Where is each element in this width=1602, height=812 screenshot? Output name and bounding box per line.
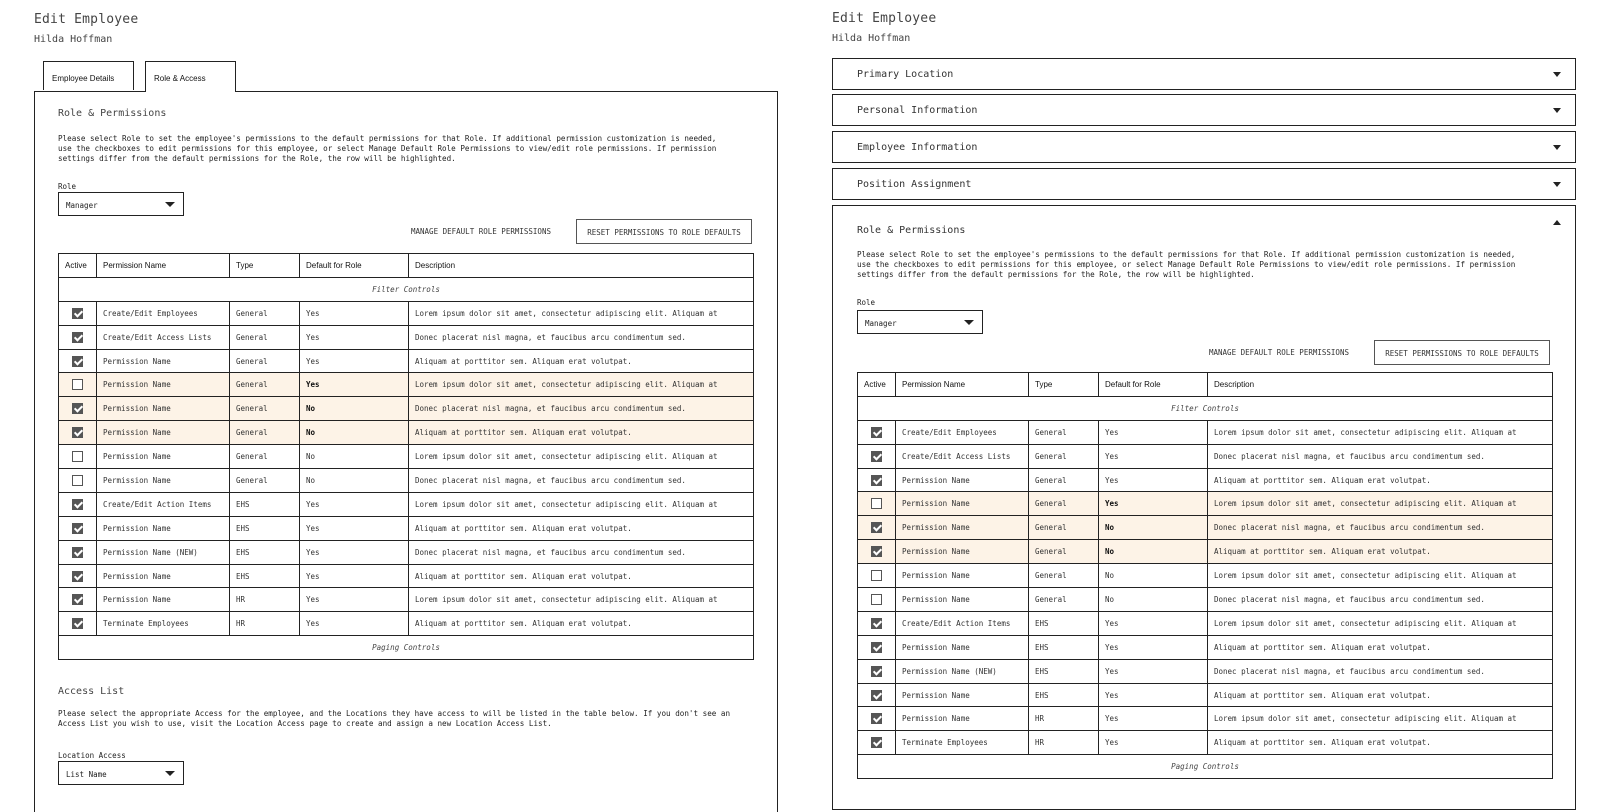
chevron-down-icon: [165, 771, 175, 776]
filter-controls[interactable]: Filter Controls: [59, 277, 754, 301]
table-row: [59, 301, 754, 325]
permission-name-cell: Permission Name (NEW): [896, 659, 1029, 683]
default-for-role-cell: No: [300, 445, 409, 469]
type-cell: General: [1029, 588, 1099, 612]
type-cell: General: [230, 325, 300, 349]
table-row: [858, 444, 1553, 468]
employee-name: Hilda Hoffman: [34, 34, 113, 45]
role-permissions-description: Please select Role to set the employee's permissions to the default permissions for that Role. If additional permission customization is needed, use the checkboxes to edit permissions for this employee, or select Manage Default Role Permissions to view/edit role permissions. If permission settings differ from the default permissions for the Role, the row will be highlighted.: [58, 134, 717, 164]
type-cell: General: [1029, 420, 1099, 444]
active-cell: [858, 492, 896, 516]
checkbox-checked-icon[interactable]: [72, 618, 83, 629]
permission-name-cell: Permission Name: [97, 516, 230, 540]
default-for-role-cell: Yes: [300, 373, 409, 397]
table-row: [858, 468, 1553, 492]
role-select-value: Manager: [66, 201, 98, 210]
permissions-table: [58, 253, 754, 660]
description-cell: Aliquam at porttitor sem. Aliquam erat volutpat.: [1208, 540, 1553, 564]
description-cell: Donec placerat nisl magna, et faucibus arcu condimentum sed.: [409, 397, 754, 421]
active-cell: [59, 349, 97, 373]
description-cell: Donec placerat nisl magna, et faucibus arcu condimentum sed.: [409, 540, 754, 564]
default-for-role-cell: Yes: [1099, 492, 1208, 516]
description-cell: Lorem ipsum dolor sit amet, consectetur adipiscing elit. Aliquam at: [409, 301, 754, 325]
type-cell: EHS: [1029, 635, 1099, 659]
default-for-role-cell: Yes: [300, 540, 409, 564]
role-select-value: Manager: [865, 319, 897, 328]
paging-row: [858, 755, 1553, 779]
checkbox-unchecked-icon[interactable]: [871, 570, 882, 581]
type-cell: HR: [230, 588, 300, 612]
manage-default-role-permissions-link[interactable]: MANAGE DEFAULT ROLE PERMISSIONS: [1209, 348, 1349, 357]
column-header-default-for-role[interactable]: Default for Role: [300, 254, 409, 278]
access-list-description: Please select the appropriate Access for the employee, and the Locations they have access to will be listed in the table below. If you don't see an Access List you wish to use, visit the Location Access page to create and assign a new Location Access List.: [58, 709, 731, 729]
table-row: [59, 445, 754, 469]
filter-controls[interactable]: Filter Controls: [858, 396, 1553, 420]
type-cell: EHS: [1029, 611, 1099, 635]
table-row: [59, 540, 754, 564]
type-cell: General: [230, 421, 300, 445]
active-cell: [59, 373, 97, 397]
checkbox-checked-icon[interactable]: [72, 523, 83, 534]
default-for-role-cell: Yes: [300, 349, 409, 373]
checkbox-checked-icon[interactable]: [72, 594, 83, 605]
checkbox-checked-icon[interactable]: [72, 403, 83, 414]
type-cell: General: [230, 373, 300, 397]
permission-name-cell: Permission Name (NEW): [97, 540, 230, 564]
accordion-title: Personal Information: [857, 105, 978, 116]
default-for-role-cell: Yes: [1099, 420, 1208, 444]
description-cell: Aliquam at porttitor sem. Aliquam erat volutpat.: [409, 349, 754, 373]
checkbox-checked-icon[interactable]: [871, 690, 882, 701]
role-select[interactable]: [58, 192, 184, 216]
description-cell: Aliquam at porttitor sem. Aliquam erat volutpat.: [1208, 731, 1553, 755]
accordion-title: Position Assignment: [857, 179, 972, 190]
chevron-down-icon: [165, 202, 175, 207]
active-cell: [858, 659, 896, 683]
default-for-role-cell: Yes: [300, 588, 409, 612]
paging-controls[interactable]: Paging Controls: [858, 755, 1553, 779]
table-row: [858, 492, 1553, 516]
table-row: [858, 659, 1553, 683]
table-row: [59, 349, 754, 373]
active-cell: [59, 325, 97, 349]
description-cell: Lorem ipsum dolor sit amet, consectetur adipiscing elit. Aliquam at: [1208, 707, 1553, 731]
default-for-role-cell: No: [1099, 540, 1208, 564]
permission-name-cell: Create/Edit Action Items: [896, 611, 1029, 635]
table-row: [858, 611, 1553, 635]
column-header-permission-name[interactable]: Permission Name: [896, 373, 1029, 397]
checkbox-checked-icon[interactable]: [871, 618, 882, 629]
table-row: [858, 588, 1553, 612]
active-cell: [59, 445, 97, 469]
accordion-position-assignment[interactable]: [832, 168, 1576, 200]
accordion-title: Primary Location: [857, 69, 954, 80]
table-row: [858, 683, 1553, 707]
default-for-role-cell: Yes: [300, 325, 409, 349]
checkbox-checked-icon[interactable]: [72, 332, 83, 343]
table-row: [858, 540, 1553, 564]
active-cell: [858, 564, 896, 588]
column-header-permission-name[interactable]: Permission Name: [97, 254, 230, 278]
permission-name-cell: Permission Name: [896, 492, 1029, 516]
permission-name-cell: Permission Name: [97, 445, 230, 469]
type-cell: General: [230, 469, 300, 493]
active-cell: [858, 731, 896, 755]
description-cell: Lorem ipsum dolor sit amet, consectetur adipiscing elit. Aliquam at: [1208, 492, 1553, 516]
checkbox-checked-icon[interactable]: [72, 499, 83, 510]
checkbox-unchecked-icon[interactable]: [871, 498, 882, 509]
table-row: [858, 635, 1553, 659]
default-for-role-cell: Yes: [1099, 444, 1208, 468]
active-cell: [858, 588, 896, 612]
chevron-down-icon: [964, 320, 974, 325]
permission-name-cell: Permission Name: [896, 683, 1029, 707]
active-cell: [858, 707, 896, 731]
active-cell: [858, 540, 896, 564]
description-cell: Aliquam at porttitor sem. Aliquam erat volutpat.: [1208, 468, 1553, 492]
default-for-role-cell: Yes: [1099, 468, 1208, 492]
table-row: [59, 516, 754, 540]
active-cell: [59, 612, 97, 636]
permissions-table: [857, 372, 1553, 779]
type-cell: General: [230, 445, 300, 469]
type-cell: EHS: [230, 540, 300, 564]
type-cell: EHS: [1029, 683, 1099, 707]
default-for-role-cell: Yes: [1099, 635, 1208, 659]
active-cell: [59, 421, 97, 445]
active-cell: [858, 516, 896, 540]
checkbox-checked-icon[interactable]: [871, 737, 882, 748]
checkbox-checked-icon[interactable]: [72, 427, 83, 438]
role-label: Role: [857, 298, 876, 307]
type-cell: EHS: [230, 492, 300, 516]
default-for-role-cell: Yes: [300, 492, 409, 516]
active-cell: [59, 397, 97, 421]
checkbox-checked-icon[interactable]: [871, 546, 882, 557]
checkbox-unchecked-icon[interactable]: [871, 594, 882, 605]
permission-name-cell: Permission Name: [896, 707, 1029, 731]
description-cell: Donec placerat nisl magna, et faucibus arcu condimentum sed.: [409, 469, 754, 493]
checkbox-checked-icon[interactable]: [72, 356, 83, 367]
permission-name-cell: Create/Edit Employees: [97, 301, 230, 325]
permission-name-cell: Terminate Employees: [97, 612, 230, 636]
accordion-primary-location[interactable]: [832, 58, 1576, 90]
default-for-role-cell: No: [300, 469, 409, 493]
active-cell: [59, 492, 97, 516]
tab-label: Role & Access: [154, 74, 206, 83]
permission-name-cell: Permission Name: [97, 588, 230, 612]
type-cell: General: [1029, 564, 1099, 588]
employee-name: Hilda Hoffman: [832, 33, 911, 44]
table-row: [858, 516, 1553, 540]
chevron-down-icon: [1553, 108, 1561, 113]
checkbox-checked-icon[interactable]: [871, 713, 882, 724]
type-cell: General: [1029, 444, 1099, 468]
table-row: [858, 731, 1553, 755]
default-for-role-cell: No: [300, 421, 409, 445]
table-row: [858, 420, 1553, 444]
table-row: [59, 421, 754, 445]
permission-name-cell: Create/Edit Employees: [896, 420, 1029, 444]
tab-employee-details[interactable]: [43, 61, 134, 90]
permission-name-cell: Permission Name: [896, 516, 1029, 540]
column-header-type[interactable]: Type: [230, 254, 300, 278]
default-for-role-cell: No: [300, 397, 409, 421]
description-cell: Donec placerat nisl magna, et faucibus arcu condimentum sed.: [1208, 588, 1553, 612]
type-cell: HR: [230, 612, 300, 636]
chevron-down-icon: [1553, 145, 1561, 150]
chevron-up-icon[interactable]: [1553, 220, 1561, 225]
active-cell: [59, 301, 97, 325]
page-title: Edit Employee: [832, 11, 937, 26]
reset-permissions-button[interactable]: RESET PERMISSIONS TO ROLE DEFAULTS: [1374, 340, 1550, 365]
type-cell: General: [230, 349, 300, 373]
permission-name-cell: Create/Edit Access Lists: [896, 444, 1029, 468]
description-cell: Aliquam at porttitor sem. Aliquam erat volutpat.: [409, 421, 754, 445]
location-access-select[interactable]: [58, 761, 184, 785]
reset-permissions-button[interactable]: RESET PERMISSIONS TO ROLE DEFAULTS: [576, 219, 752, 244]
column-header-description[interactable]: Description: [1208, 373, 1553, 397]
description-cell: Aliquam at porttitor sem. Aliquam erat volutpat.: [1208, 635, 1553, 659]
table-row: [59, 397, 754, 421]
active-cell: [858, 611, 896, 635]
accordion-title: Employee Information: [857, 142, 978, 153]
description-cell: Lorem ipsum dolor sit amet, consectetur adipiscing elit. Aliquam at: [409, 492, 754, 516]
permission-name-cell: Permission Name: [896, 540, 1029, 564]
description-cell: Aliquam at porttitor sem. Aliquam erat volutpat.: [409, 564, 754, 588]
type-cell: HR: [1029, 731, 1099, 755]
default-for-role-cell: Yes: [300, 301, 409, 325]
default-for-role-cell: Yes: [1099, 659, 1208, 683]
description-cell: Lorem ipsum dolor sit amet, consectetur adipiscing elit. Aliquam at: [1208, 611, 1553, 635]
table-row: [59, 588, 754, 612]
tab-role-access[interactable]: [145, 61, 236, 92]
column-header-default-for-role[interactable]: Default for Role: [1099, 373, 1208, 397]
checkbox-unchecked-icon[interactable]: [72, 475, 83, 486]
description-cell: Donec placerat nisl magna, et faucibus arcu condimentum sed.: [1208, 444, 1553, 468]
filter-row: [858, 396, 1553, 420]
active-cell: [59, 540, 97, 564]
column-header-type[interactable]: Type: [1029, 373, 1099, 397]
checkbox-checked-icon[interactable]: [871, 475, 882, 486]
chevron-down-icon: [1553, 182, 1561, 187]
table-row: [858, 707, 1553, 731]
role-access-panel: [34, 91, 778, 812]
table-row: [59, 325, 754, 349]
column-header-active[interactable]: Active: [858, 373, 896, 397]
type-cell: General: [1029, 468, 1099, 492]
accordion-employee-information[interactable]: [832, 131, 1576, 163]
active-cell: [858, 444, 896, 468]
paging-controls[interactable]: Paging Controls: [59, 636, 754, 660]
type-cell: General: [230, 301, 300, 325]
description-cell: Donec placerat nisl magna, et faucibus arcu condimentum sed.: [1208, 659, 1553, 683]
checkbox-checked-icon[interactable]: [871, 427, 882, 438]
checkbox-unchecked-icon[interactable]: [72, 451, 83, 462]
default-for-role-cell: Yes: [1099, 731, 1208, 755]
type-cell: General: [1029, 540, 1099, 564]
permission-name-cell: Create/Edit Access Lists: [97, 325, 230, 349]
default-for-role-cell: Yes: [1099, 707, 1208, 731]
default-for-role-cell: Yes: [300, 564, 409, 588]
role-label: Role: [58, 182, 77, 191]
checkbox-checked-icon[interactable]: [871, 522, 882, 533]
default-for-role-cell: No: [1099, 516, 1208, 540]
location-access-select-value: List Name: [66, 770, 107, 779]
table-row: [858, 564, 1553, 588]
permission-name-cell: Create/Edit Action Items: [97, 492, 230, 516]
description-cell: Lorem ipsum dolor sit amet, consectetur adipiscing elit. Aliquam at: [409, 373, 754, 397]
active-cell: [59, 516, 97, 540]
description-cell: Lorem ipsum dolor sit amet, consectetur adipiscing elit. Aliquam at: [409, 588, 754, 612]
accordion-title[interactable]: Role & Permissions: [857, 225, 966, 236]
table-row: [59, 564, 754, 588]
table-row: [59, 469, 754, 493]
active-cell: [59, 469, 97, 493]
checkbox-checked-icon[interactable]: [871, 666, 882, 677]
checkbox-checked-icon[interactable]: [72, 547, 83, 558]
type-cell: General: [1029, 492, 1099, 516]
default-for-role-cell: No: [1099, 564, 1208, 588]
checkbox-unchecked-icon[interactable]: [72, 379, 83, 390]
active-cell: [858, 468, 896, 492]
page-title: Edit Employee: [34, 12, 139, 27]
checkbox-checked-icon[interactable]: [871, 451, 882, 462]
table-row: [59, 612, 754, 636]
checkbox-checked-icon[interactable]: [72, 308, 83, 319]
active-cell: [858, 420, 896, 444]
accordion-role-permissions: [832, 205, 1576, 810]
paging-row: [59, 636, 754, 660]
default-for-role-cell: Yes: [1099, 611, 1208, 635]
location-access-label: Location Access: [58, 751, 126, 760]
active-cell: [858, 683, 896, 707]
role-select[interactable]: [857, 310, 983, 334]
description-cell: Lorem ipsum dolor sit amet, consectetur adipiscing elit. Aliquam at: [1208, 420, 1553, 444]
tab-label: Employee Details: [52, 74, 115, 83]
access-list-heading: Access List: [58, 686, 125, 697]
permission-name-cell: Permission Name: [896, 588, 1029, 612]
type-cell: EHS: [230, 564, 300, 588]
description-cell: Donec placerat nisl magna, et faucibus arcu condimentum sed.: [1208, 516, 1553, 540]
column-header-description[interactable]: Description: [409, 254, 754, 278]
default-for-role-cell: Yes: [300, 516, 409, 540]
role-permissions-description: Please select Role to set the employee's permissions to the default permissions for that Role. If additional permission customization is needed, use the checkboxes to edit permissions for this employee, or select Manage Default Role Permissions to view/edit role permissions. If permission settings differ from the default permissions for the Role, the row will be highlighted.: [857, 250, 1516, 280]
permission-name-cell: Permission Name: [97, 469, 230, 493]
type-cell: General: [230, 397, 300, 421]
filter-row: [59, 277, 754, 301]
active-cell: [59, 588, 97, 612]
active-cell: [59, 564, 97, 588]
table-row: [59, 492, 754, 516]
default-for-role-cell: No: [1099, 588, 1208, 612]
table-row: [59, 373, 754, 397]
default-for-role-cell: Yes: [1099, 683, 1208, 707]
permission-name-cell: Terminate Employees: [896, 731, 1029, 755]
description-cell: Lorem ipsum dolor sit amet, consectetur adipiscing elit. Aliquam at: [409, 445, 754, 469]
default-for-role-cell: Yes: [300, 612, 409, 636]
description-cell: Donec placerat nisl magna, et faucibus arcu condimentum sed.: [409, 325, 754, 349]
permission-name-cell: Permission Name: [97, 421, 230, 445]
active-cell: [858, 635, 896, 659]
type-cell: HR: [1029, 707, 1099, 731]
accordion-personal-information[interactable]: [832, 94, 1576, 126]
permission-name-cell: Permission Name: [97, 349, 230, 373]
description-cell: Lorem ipsum dolor sit amet, consectetur adipiscing elit. Aliquam at: [1208, 564, 1553, 588]
chevron-down-icon: [1553, 72, 1561, 77]
checkbox-checked-icon[interactable]: [72, 571, 83, 582]
type-cell: General: [1029, 516, 1099, 540]
manage-default-role-permissions-link[interactable]: MANAGE DEFAULT ROLE PERMISSIONS: [411, 227, 551, 236]
description-cell: Aliquam at porttitor sem. Aliquam erat volutpat.: [409, 612, 754, 636]
description-cell: Aliquam at porttitor sem. Aliquam erat volutpat.: [1208, 683, 1553, 707]
permission-name-cell: Permission Name: [896, 564, 1029, 588]
type-cell: EHS: [1029, 659, 1099, 683]
permission-name-cell: Permission Name: [896, 635, 1029, 659]
column-header-active[interactable]: Active: [59, 254, 97, 278]
permission-name-cell: Permission Name: [896, 468, 1029, 492]
permission-name-cell: Permission Name: [97, 564, 230, 588]
checkbox-checked-icon[interactable]: [871, 642, 882, 653]
description-cell: Aliquam at porttitor sem. Aliquam erat volutpat.: [409, 516, 754, 540]
permission-name-cell: Permission Name: [97, 373, 230, 397]
role-permissions-heading: Role & Permissions: [58, 108, 167, 119]
type-cell: EHS: [230, 516, 300, 540]
permission-name-cell: Permission Name: [97, 397, 230, 421]
